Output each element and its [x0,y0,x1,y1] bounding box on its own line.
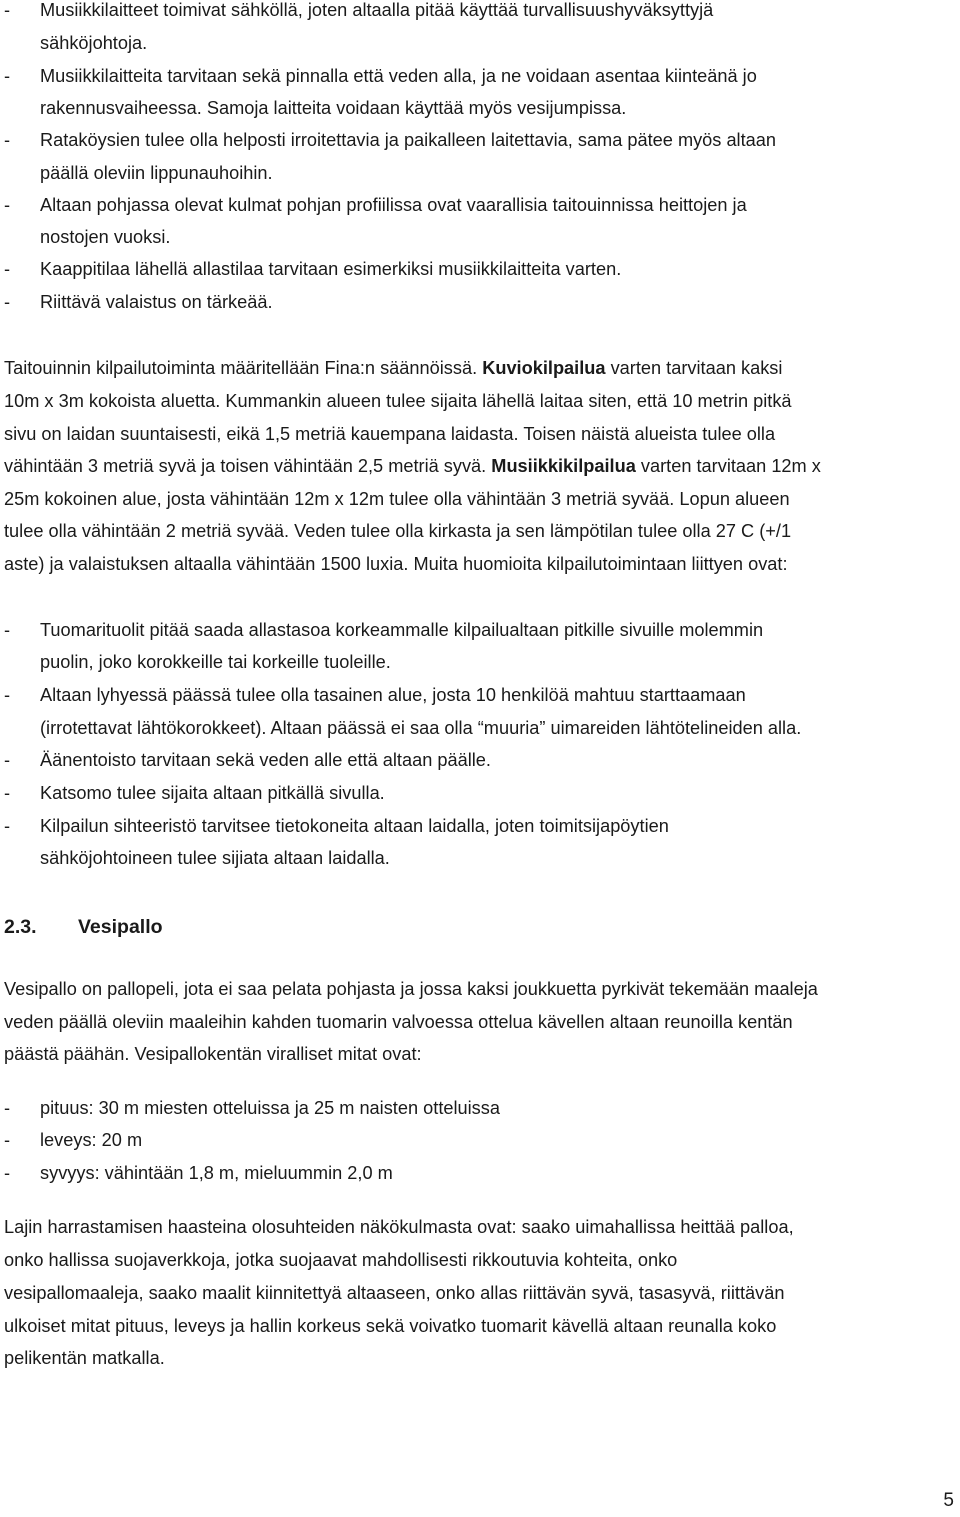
paragraph-line: vähintään 3 metriä syvä ja toisen vähintään 2,5 metriä syvä. Musiikkikilpailua varten tarvitaan 12m x [4,456,821,476]
paragraph-line: tulee olla vähintään 2 metriä syvää. Veden tulee olla kirkasta ja sen lämpötilan tulee olla 27 C (+/1 [4,521,792,541]
paragraph-line: päästä päähän. Vesipallokentän viralliset mitat ovat: [4,1044,422,1064]
list-item: - Altaan pohjassa olevat kulmat pohjan profiilissa ovat vaarallisia taitouinnissa heittojen ja [4,195,747,215]
section-number: 2.3. [4,916,37,938]
paragraph-line: onko hallissa suojaverkkoja, jotka suojaavat mahdollisesti rikkoutuvia kohteita, onko [4,1250,678,1270]
list-item: - leveys: 20 m [4,1130,143,1150]
bold-term: Musiikkikilpailua [491,456,636,476]
list-item-continuation: päällä oleviin lippunauhoihin. [40,163,273,183]
section-title: Vesipallo [78,916,163,938]
list-item: - Musiikkilaitteet toimivat sähköllä, joten altaalla pitää käyttää turvallisuushyväksyttyjä [4,0,714,20]
list-item-continuation: rakennusvaiheessa. Samoja laitteita voidaan käyttää myös vesijumpissa. [40,98,627,118]
list-item: - Äänentoisto tarvitaan sekä veden alle että altaan päälle. [4,750,491,770]
list-item: - Kaappitilaa lähellä allastilaa tarvitaan esimerkiksi musiikkilaitteita varten. [4,259,622,279]
paragraph-line: 10m x 3m kokoista aluetta. Kummankin alueen tulee sijaita lähellä laitaa siten, että 10 metrin pitkä [4,391,792,411]
list-item: - Riittävä valaistus on tärkeää. [4,292,273,312]
list-item-continuation: puolin, joko korokkeille tai korkeille tuoleille. [40,652,391,672]
list-item-continuation: nostojen vuoksi. [40,227,171,247]
list-item: - Altaan lyhyessä päässä tulee olla tasainen alue, josta 10 henkilöä mahtuu starttaamaan [4,685,746,705]
paragraph-line: aste) ja valaistuksen altaalla vähintään 1500 luxia. Muita huomioita kilpailutoimintaan liittyen ovat: [4,554,788,574]
page-number: 5 [943,1490,954,1511]
paragraph-line: sivu on laidan suuntaisesti, eikä 1,5 metriä kauempana laidasta. Toisen näistä alueista tulee olla [4,424,776,444]
paragraph-line: Taitouinnin kilpailutoiminta määritellään Fina:n säännöissä. Kuviokilpailua varten tarvitaan kaksi [4,358,783,378]
list-item: - pituus: 30 m miesten otteluissa ja 25 m naisten otteluissa [4,1098,500,1118]
paragraph-line: Lajin harrastamisen haasteina olosuhteiden näkökulmasta ovat: saako uimahallissa heittää palloa, [4,1217,794,1237]
list-item: - Kilpailun sihteeristö tarvitsee tietokoneita altaan laidalla, joten toimitsijapöytien [4,816,669,836]
paragraph-line: ulkoiset mitat pituus, leveys ja hallin korkeus sekä voivatko tuomarit kävellä altaan reunalla koko [4,1316,777,1336]
paragraph-line: veden päällä oleviin maaleihin kahden tuomarin valvoessa ottelua kävellen altaan reunoilla kentän [4,1012,793,1032]
paragraph-line: vesipallomaaleja, saako maalit kiinnitettyä altaaseen, onko allas riittävän syvä, tasasyvä, riittävän [4,1283,785,1303]
paragraph-line: Vesipallo on pallopeli, jota ei saa pelata pohjasta ja jossa kaksi joukkuetta pyrkivät tekemään maaleja [4,979,818,999]
list-item-continuation: (irrotettavat lähtökorokkeet). Altaan päässä ei saa olla “muuria” uimareiden lähtötelineiden alla. [40,718,802,738]
bold-term: Kuviokilpailua [482,358,606,378]
list-item: - Tuomarituolit pitää saada allastasoa korkeammalle kilpailualtaan pitkille sivuille molemmin [4,620,764,640]
list-item: - syvyys: vähintään 1,8 m, mieluummin 2,0 m [4,1163,393,1183]
paragraph-line: 25m kokoinen alue, josta vähintään 12m x 12m tulee olla vähintään 3 metriä syvää. Lopun alueen [4,489,790,509]
list-item: - Katsomo tulee sijaita altaan pitkällä sivulla. [4,783,385,803]
paragraph-line: pelikentän matkalla. [4,1348,165,1368]
list-item-continuation: sähköjohtoineen tulee sijiata altaan laidalla. [40,848,390,868]
list-item-continuation: sähköjohtoja. [40,33,148,53]
list-item: - Rataköysien tulee olla helposti irroitettavia ja paikalleen laitettavia, sama pätee myös altaan [4,130,776,150]
list-item: - Musiikkilaitteita tarvitaan sekä pinnalla että veden alla, ja ne voidaan asentaa kiinteänä jo [4,66,757,86]
